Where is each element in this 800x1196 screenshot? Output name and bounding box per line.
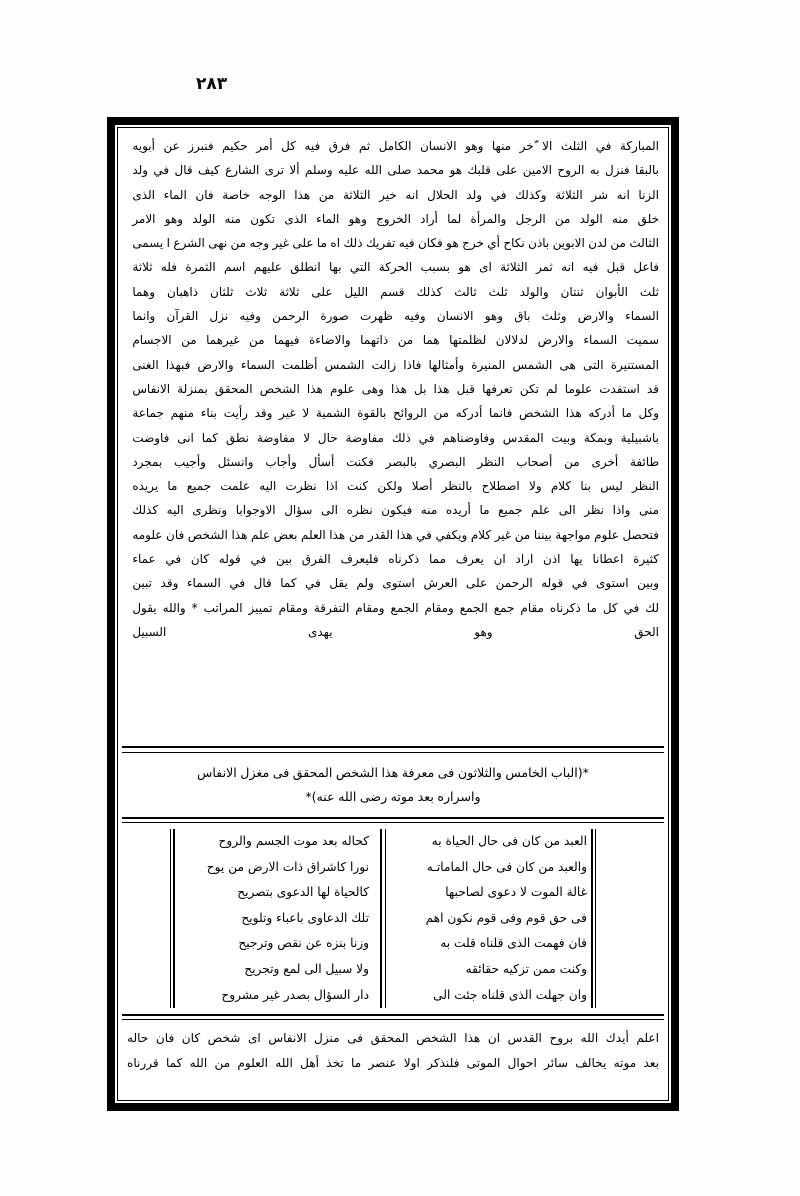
chapter-heading-line: واسراره بعد موته رضى الله عنه)* [305,789,481,804]
text-line: المستنيرة التى هى الشمس المنيرة وأمثالها فاذا زالت الشمس أظلمت السماء والارض فبهذا الغنى [132,357,659,372]
verse-table-left-edge [170,829,175,1008]
verse-text: نورا كاشراق ذات الارض من يوح [206,859,369,874]
text-line: سميت السماء والارض لدلالان لظلمتها هما من ذاتهما والاضاءة فيهما من غيرهما من الاجسام [132,333,659,348]
verse-line [393,931,591,957]
verse-text: فى حق قوم وفى قوم نكون اهم [425,910,587,925]
verse-line [175,906,373,932]
verse-text: وان جهلت الذى قلناه جئت الى [433,987,587,1002]
text-line: خلق منه الولد من الرجل والمرأة لما أراد الخروج وهو الماء الذى تكون منه الولد وهو الامر [132,211,659,226]
text-line: طائفة أخرى من أصحاب النظر البصري بالبصر فكنت أسأل وأجاب وانسئل وأجيب بمجرد [132,454,659,469]
text-line: ثلث الأبوان ثنتان والولد ثلث ثالث كذلك قسم الليل على ثلاثة ثلاث ثلثان ذاهبان وهما [132,284,659,299]
verse-line [175,983,373,1009]
verse-text: كالحياة لها الدعوى بتصريح [237,885,369,900]
main-text-block [118,128,668,746]
chapter-heading-line: *(الباب الخامس والثلاثون فى معرفة هذا الشخص المحقق فى مغزل الانفاس [197,765,589,780]
text-line: بعد موته يخالف سائر احوال الموتى فلنذكر اولا عنصر ما تخذ أهل الله العلوم من الله كما قررناه [127,1055,659,1070]
verse-line [393,880,591,906]
verse-line [393,957,591,983]
closing-text-block [118,1020,668,1100]
text-line: النظر ليس بنا كلام ولا اصطلاح بالنظر أصلا ولكن كنت اذا نظرت اليه علمت جميع ما يريده [132,479,659,494]
text-line: وبين استوى في قوله الرحمن على العرش استوى ولم يقل في كما قال في السماء وقد تبين [132,576,659,591]
text-line: فاعل قبل فيه انه ثمر الثلاثة اى هو بسبب الحركة التي بها انطلق عليهم اسم الثمرة فله ثلاثة [132,260,659,275]
folio-number: ٢٨٣ [196,74,228,94]
chapter-heading [118,753,668,817]
text-line: لك في كل ما ذكرناه مقام جمع الجمع ومقام الجمع ومقام التفرقة ومقام تمييز المراتب * والله يقول [132,600,659,615]
page-frame-inner [117,127,669,1101]
verse-line [175,957,373,983]
verse-text: دار السؤال بصدر غير مشروح [221,987,369,1002]
verse-text: غالة الموت لا دعوى لصاحبها [445,885,587,900]
text-line: فتحصل علوم مواجهة بيننا من غير كلام ويكفي في هذا القدر من هذا العلم بعض علم هذا الشخص فان علومه [132,527,659,542]
text-line: الزنا انه شر الثلاثة وكذلك في ولد الحلال انه خير الثلاثة من هذا الوجه خاصة فان الماء الذى [132,187,659,202]
verse-text: ولا سبيل الى لمع وتجريح [244,961,369,976]
verse-text: كحاله بعد موت الجسم والروح [218,834,369,848]
page-frame [108,118,678,1110]
text-line: الثالث من لدن الابوين باذن نكاح أي خرج هو فكان فيه تفريك ذلك اه ما على غير وجه من نهى الشرع ا يسمى [132,236,659,251]
text-line: الحق وهو يهدى السبيل [132,624,659,639]
section-divider-upper [122,746,664,753]
verse-text: والعبد من كان فى حال الماماتـه [426,859,587,874]
verse-line [175,829,373,855]
verse-line [175,931,373,957]
text-line: بالبقا فنزل به الروح الامين على قلبك هو محمد صلى الله عليه وسلم ألا ترى الشارع كيف قال في ولد [132,163,659,178]
verse-line [393,855,591,881]
verse-column-divider [380,829,386,1008]
text-line: وكل ما أدركه هذا الشخص فانما أدركه من الروائح بالقوة الشمية لا غير وقد رأيت بناء منهم جماعة [132,406,659,421]
verse-text: العبد من كان فى حال الحياة به [431,834,587,848]
verse-line [393,983,591,1009]
verse-line [393,906,591,932]
verse-table-right-edge [591,829,596,1008]
text-line: اعلم أيدك الله بروح القدس ان هذا الشخص المحقق فى منزل الانفاس اى شخص كان فان حاله [127,1031,659,1046]
text-line: المباركة في الثلث الا ّخر منها وهو الانسان الكامل ثم فرق فيه كل أمر حكيم فنبرز عن أبويه [132,139,659,153]
verse-text: فان فهمت الذى قلناه قلت به [440,936,587,951]
verse-table [118,823,668,1014]
verse-text: وكنت ممن تزكيه حقائقه [465,961,587,976]
text-line: قد استفدت علوما لم تكن تعرفها قبل هذا بل هذا وهى علوم هذا الشخص المحقق بمنزلة الانفاس [132,381,659,396]
verse-column-left [175,829,373,1008]
verse-line [175,880,373,906]
text-line: منى واذا نظر الى علم جميع ما أريده منه فيكون نظره الى سؤال الاوجوابا ونظرى اليه كذلك [132,503,659,518]
text-line: باشبيلية وبمكة وبيت المقدس وفاوضناهم في ذلك مفاوضة حال لا مفاوضة نطق كما انى فاوضت [132,430,659,445]
text-line: السماء والارض وثلث باق وهو الانسان وفيه ظهرت صورة الرحمن وفيه نزل القرآن وانما [132,309,659,324]
verse-text: تلك الدعاوى باعباء وتلويح [241,910,369,925]
text-line: كثيرة اعطانا يها اذن اراد ان يعرف مما ذكرناه فليعرف الفرق بين في قوله كان في عماء [132,552,659,567]
verse-line [393,829,591,855]
verse-text: وزنا بنزه عن نقص وترجيح [238,936,369,951]
verse-column-right [393,829,591,1008]
verse-line [175,855,373,881]
